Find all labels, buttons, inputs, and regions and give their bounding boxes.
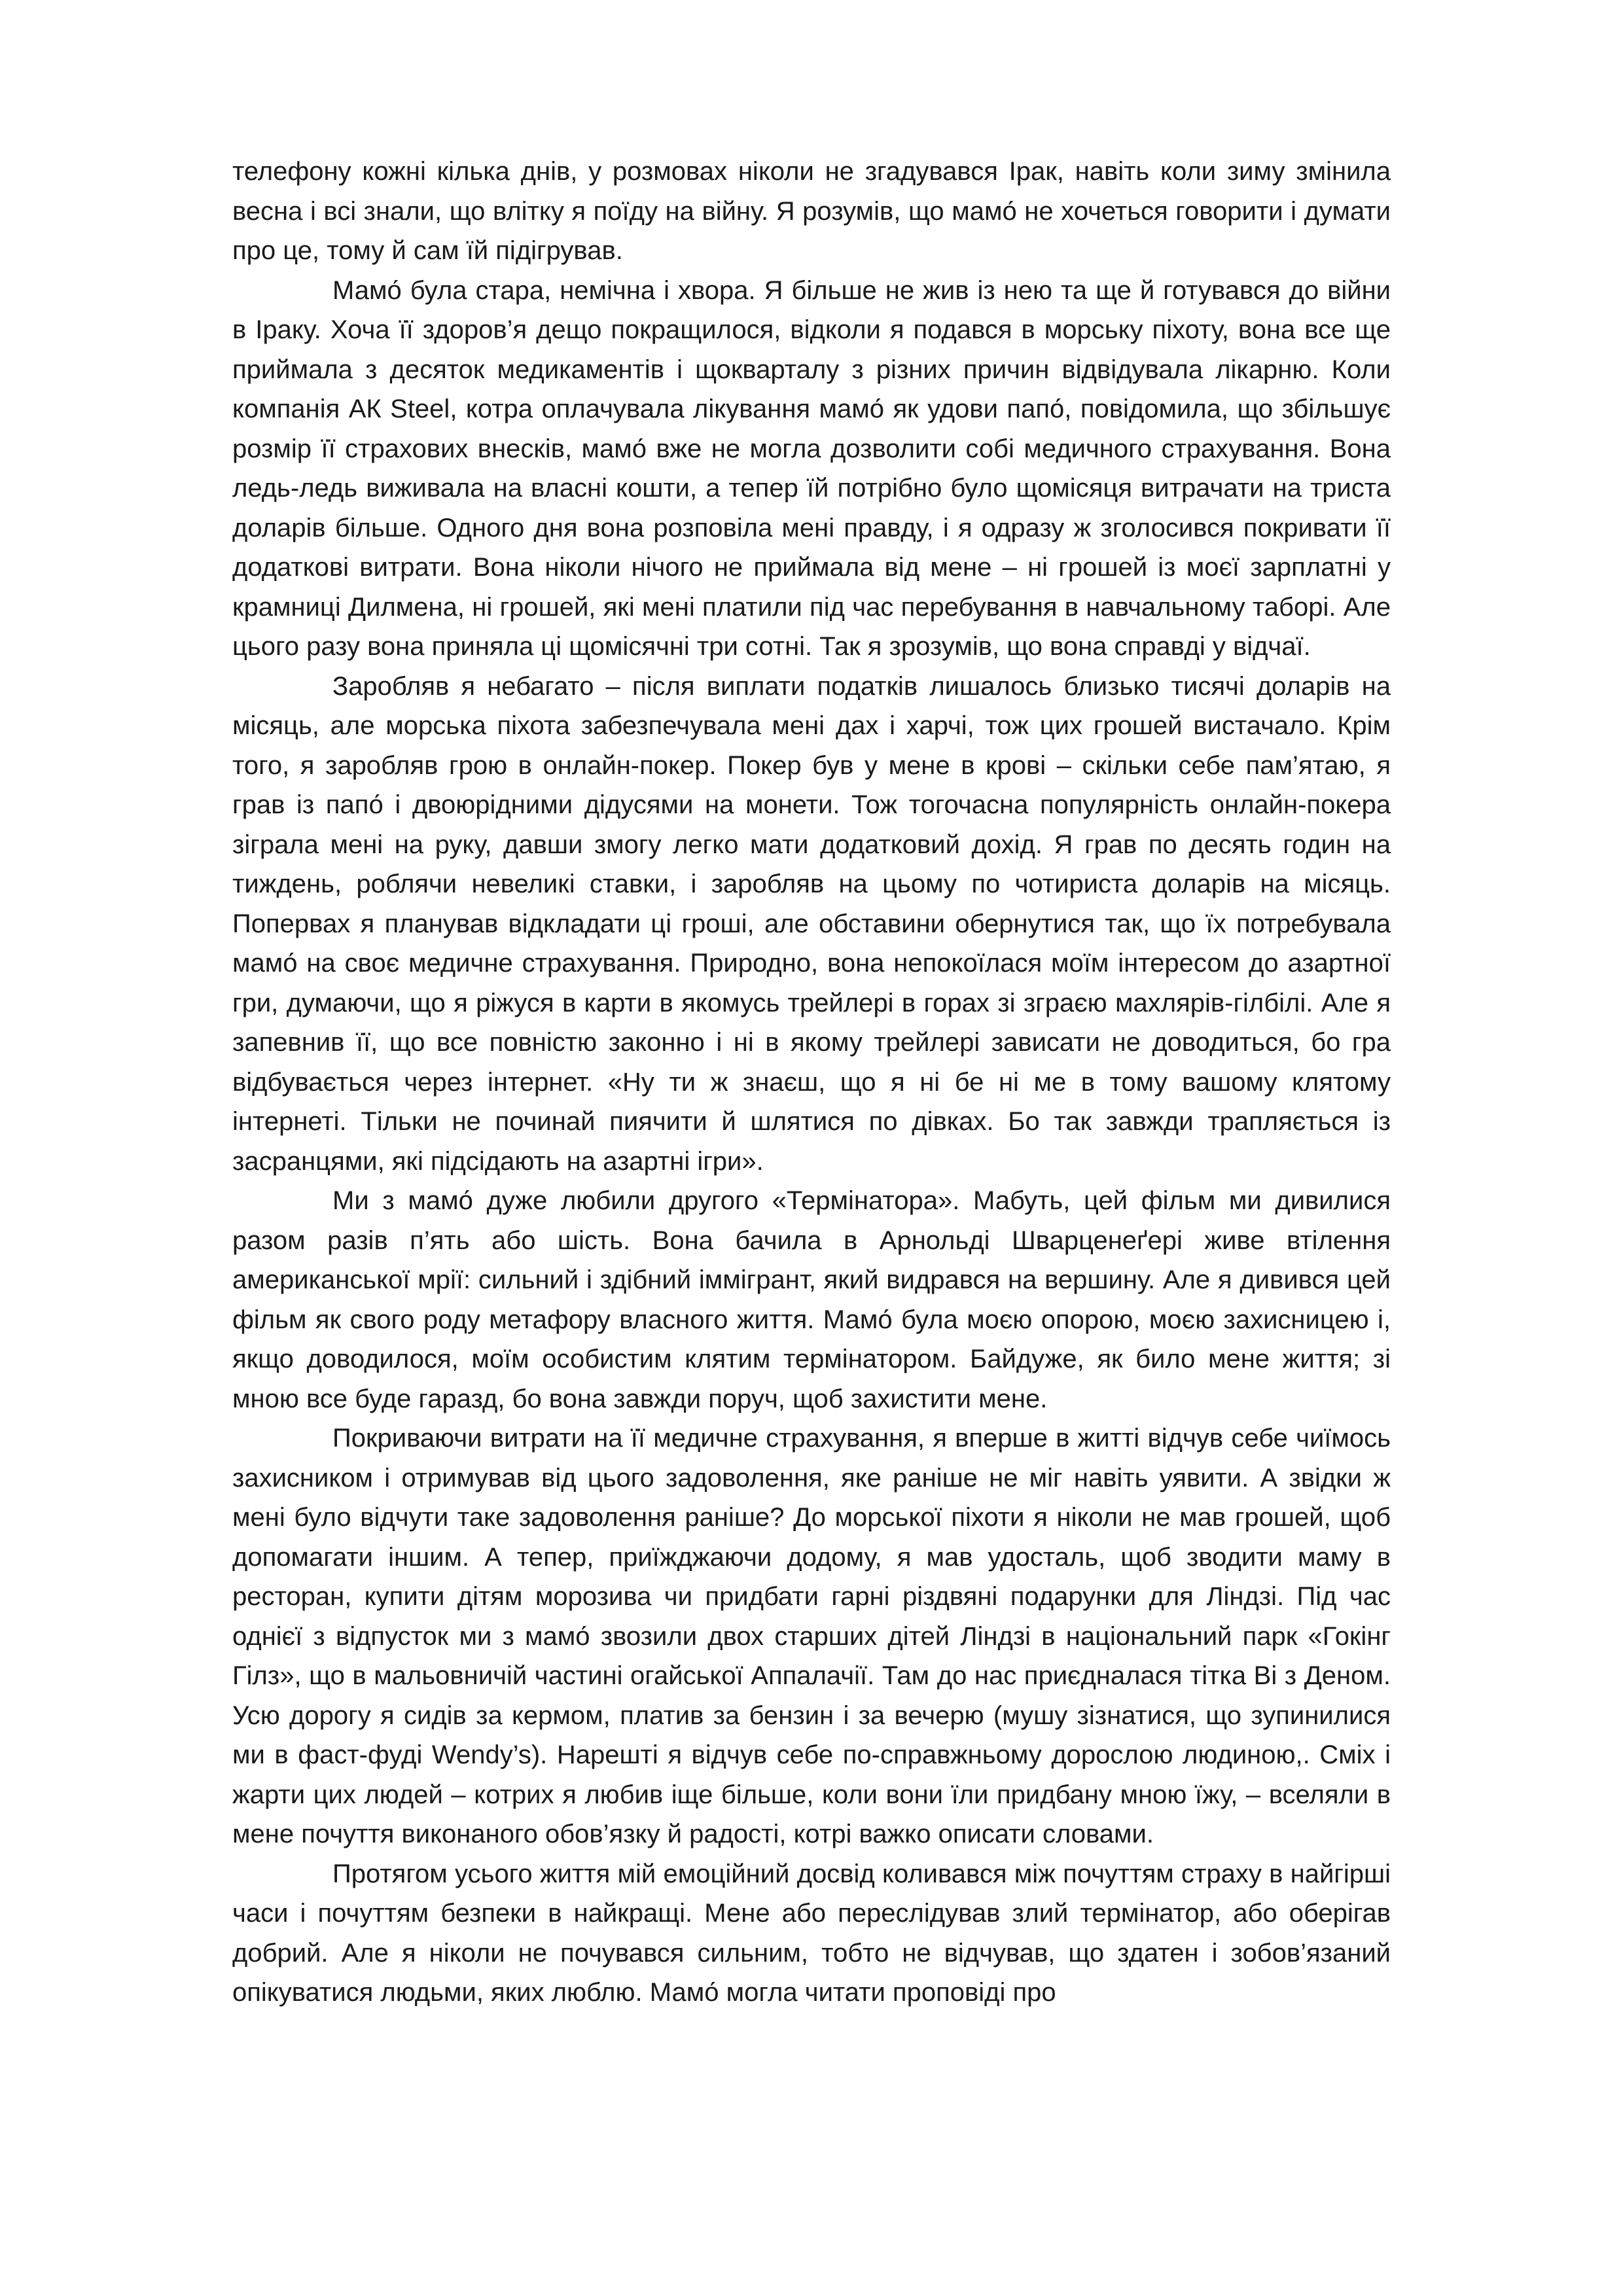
paragraph-continued: телефону кожні кілька днів, у розмовах ніколи не згадувався Ірак, навіть коли зиму змінила весна і всі знали, що влітку я поїду на війну. Я розумів, що мамо́ не хочеться говорити і думати про це, тому й сам їй підігрував. — [232, 157, 1391, 265]
paragraph-terminator: Ми з мамо́ дуже любили другого «Термінатора». Мабуть, цей фільм ми дивилися разом разів п’ять або шість. Вона бачила в Арнольді Шварценеґері живе втілення американської мрії: сильний і здібний іммігрант, який видрався на вершину. Але я дивився цей фільм як свого роду метафору власного життя. Мамо́ була моєю опорою, моєю захисницею і, якщо доводилося, моїм особистим клятим термінатором. Байдуже, як било мене життя; зі мною все буде гаразд, бо вона завжди поруч, щоб захистити мене. — [232, 1186, 1391, 1413]
paragraph-mamo-old-and-sick: Мамо́ була стара, немічна і хвора. Я більше не жив із нею та ще й готувався до війни в Іраку. Хоча її здоров’я дещо покращилося, відколи я подався в морську піхоту, вона все ще приймала з десяток медикаментів і щокварталу з різних причин відвідувала лікарню. Коли компанія АК Steel, котра оплачувала лікування мамо́ як удови папо́, повідомила, що збільшує розмір її страхових внесків, мамо́ вже не могла дозволити собі медичного страхування. Вона ледь-ледь виживала на власні кошти, а тепер їй потрібно було щомісяця витрачати на триста доларів більше. Одного дня вона розповіла мені правду, і я одразу ж зголосився покривати її додаткові витрати. Вона ніколи нічого не приймала від мене – ні грошей із моєї зарплатні у крамниці Дилмена, ні грошей, які мені платили під час перебування в навчальному таборі. Але цього разу вона приняла ці щомісячні три сотні. Так я зрозумів, що вона справді у відчаї. — [232, 275, 1391, 661]
paragraph-earnings-poker: Заробляв я небагато – після виплати податків лишалось близько тисячі доларів на місяць, але морська піхота забезпечувала мені дах і харчі, тож цих грошей вистачало. Крім того, я заробляв грою в онлайн-покер. Покер був у мене в крові – скільки себе пам’ятаю, я грав із папо́ і двоюрідними дідусями на монети. Тож тогочасна популярність онлайн-покера зіграла мені на руку, давши змогу легко мати додатковий дохід. Я грав по десять годин на тиждень, роблячи невеликі ставки, і заробляв на цьому по чотириста доларів на місяць. Попервах я планував відкладати ці гроші, але обставини обернутися так, що їх потребувала мамо́ на своє медичне страхування. Природно, вона непокоїлася моїм інтересом до азартної гри, думаючи, що я ріжуся в карти в якомусь трейлері в горах зі зграєю махлярів-гілбілі. Але я запевнив її, що все повністю законно і ні в якому трейлері зависати не доводиться, бо гра відбувається через інтернет. «Ну ти ж знаєш, що я ні бе ні ме в тому вашому клятому інтернеті. Тільки не починай пиячити й шлятися по дівках. Бо так завжди трапляється із засранцями, які підсідають на азартні ігри». — [232, 671, 1391, 1176]
paragraph-protector: Покриваючи витрати на її медичне страхування, я вперше в житті відчув себе чиїмось захисником і отримував від цього задоволення, яке раніше не міг навіть уявити. А звідки ж мені було відчути таке задоволення раніше? До морської піхоти я ніколи не мав грошей, щоб допомагати іншим. А тепер, приїжджаючи додому, я мав удосталь, щоб зводити маму в ресторан, купити дітям морозива чи придбати гарні різдвяні подарунки для Ліндзі. Під час однієї з відпусток ми з мамо́ звозили двох старших дітей Ліндзі в національний парк «Гокінг Гілз», що в мальовничій частині огайської Аппалачії. Там до нас приєдналася тітка Ві з Деном. Усю дорогу я сидів за кермом, платив за бензин і за вечерю (мушу зізнатися, що зупинилися ми в фаст-фуді Wendy’s). Нарешті я відчув себе по-справжньому дорослою людиною,. Сміх і жарти цих людей – котрих я любив іще більше, коли вони їли придбану мною їжу, – вселяли в мене почуття виконаного обов’язку й радості, котрі важко описати словами. — [232, 1424, 1391, 1848]
paragraph-emotional-experience: Протягом усього життя мій емоційний досвід коливався між почуттям страху в найгірші часи і почуттям безпеки в найкращі. Мене або переслідував злий термінатор, або оберігав добрий. Але я ніколи не почувався сильним, тобто не відчував, що здатен і зобов’язаний опікуватися людьми, яких люблю. Мамо́ могла читати проповіді про — [232, 1859, 1391, 2007]
body-text — [232, 152, 1391, 2013]
